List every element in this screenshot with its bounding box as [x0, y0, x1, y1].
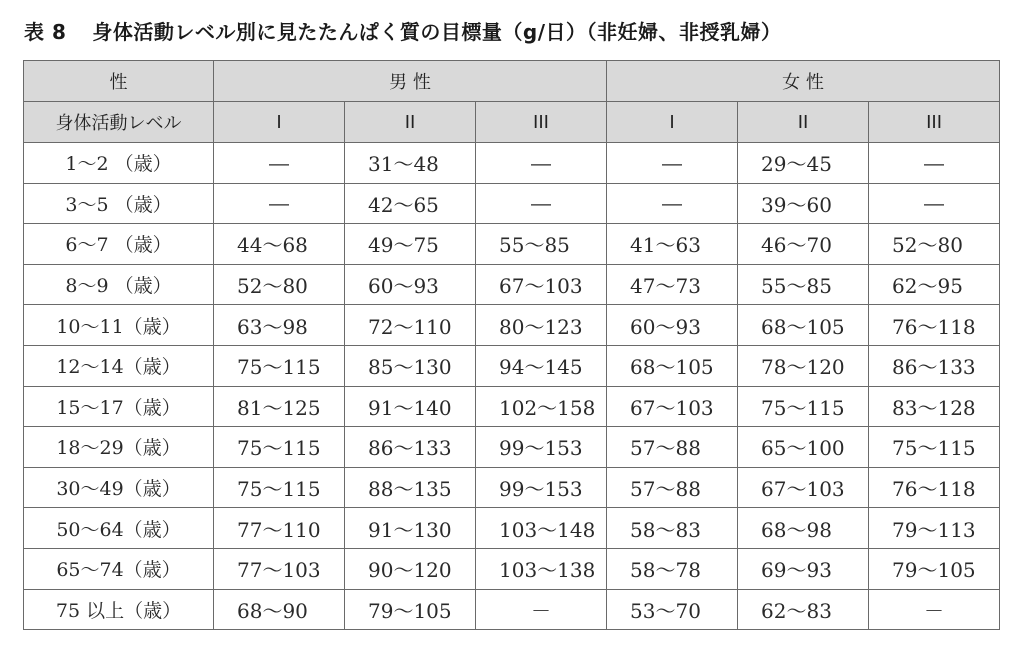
- value-cell: 91～130: [345, 508, 476, 549]
- table-row: [24, 264, 1000, 305]
- value-cell: 67～103: [738, 467, 869, 508]
- protein-target-table: [23, 60, 1000, 630]
- value-cell: 47～73: [607, 264, 738, 305]
- value-cell: ―: [214, 183, 345, 224]
- header-male-level-1: I: [214, 102, 345, 143]
- value-cell: 75～115: [869, 427, 1000, 468]
- table-row: [24, 143, 1000, 184]
- table-row: [24, 183, 1000, 224]
- table-row: [24, 345, 1000, 386]
- header-male-level-3: III: [476, 102, 607, 143]
- value-cell: 31～48: [345, 143, 476, 184]
- value-cell: 55～85: [738, 264, 869, 305]
- table-row: [24, 427, 1000, 468]
- value-cell: 76～118: [869, 305, 1000, 346]
- header-male: 男 性: [214, 61, 607, 102]
- value-cell: 91～140: [345, 386, 476, 427]
- header-sex: 性: [24, 61, 214, 102]
- value-cell: 58～78: [607, 548, 738, 589]
- age-group-cell: 12～14（歳）: [24, 345, 214, 386]
- value-cell: 99～153: [476, 427, 607, 468]
- table-row: [24, 224, 1000, 265]
- value-cell: 58～83: [607, 508, 738, 549]
- value-cell: 68～105: [738, 305, 869, 346]
- value-cell: 68～105: [607, 345, 738, 386]
- age-group-cell: 1～2 （歳）: [24, 143, 214, 184]
- age-group-cell: 30～49（歳）: [24, 467, 214, 508]
- value-cell: 41～63: [607, 224, 738, 265]
- value-cell: 81～125: [214, 386, 345, 427]
- value-cell: 55～85: [476, 224, 607, 265]
- value-cell: 78～120: [738, 345, 869, 386]
- value-cell: 79～113: [869, 508, 1000, 549]
- header-activity-level: 身体活動レベル: [24, 102, 214, 143]
- value-cell: －: [869, 589, 1000, 630]
- table-caption: 身体活動レベル別に見たたんぱく質の目標量（g/日）（非妊婦、非授乳婦）: [92, 20, 782, 44]
- value-cell: 62～95: [869, 264, 1000, 305]
- value-cell: ―: [214, 143, 345, 184]
- value-cell: 102～158: [476, 386, 607, 427]
- table-number: 表 8: [24, 20, 67, 44]
- age-group-cell: 10～11（歳）: [24, 305, 214, 346]
- value-cell: ―: [476, 183, 607, 224]
- value-cell: 103～138: [476, 548, 607, 589]
- value-cell: 44～68: [214, 224, 345, 265]
- value-cell: 79～105: [869, 548, 1000, 589]
- age-group-cell: 65～74（歳）: [24, 548, 214, 589]
- value-cell: 69～93: [738, 548, 869, 589]
- value-cell: ―: [607, 143, 738, 184]
- age-group-cell: 6～7 （歳）: [24, 224, 214, 265]
- value-cell: 39～60: [738, 183, 869, 224]
- value-cell: 75～115: [214, 345, 345, 386]
- value-cell: 29～45: [738, 143, 869, 184]
- value-cell: 79～105: [345, 589, 476, 630]
- value-cell: 57～88: [607, 467, 738, 508]
- header-row-sex: [24, 61, 1000, 102]
- value-cell: 53～70: [607, 589, 738, 630]
- age-group-cell: 75 以上（歳）: [24, 589, 214, 630]
- value-cell: 75～115: [214, 427, 345, 468]
- header-female-level-2: II: [738, 102, 869, 143]
- table-body: [24, 143, 1000, 630]
- value-cell: 57～88: [607, 427, 738, 468]
- value-cell: 75～115: [738, 386, 869, 427]
- value-cell: 65～100: [738, 427, 869, 468]
- table-row: [24, 548, 1000, 589]
- value-cell: 60～93: [607, 305, 738, 346]
- header-female-level-1: I: [607, 102, 738, 143]
- value-cell: 52～80: [214, 264, 345, 305]
- value-cell: 88～135: [345, 467, 476, 508]
- value-cell: 85～130: [345, 345, 476, 386]
- value-cell: 99～153: [476, 467, 607, 508]
- value-cell: ―: [607, 183, 738, 224]
- table-header: [24, 61, 1000, 143]
- value-cell: 86～133: [869, 345, 1000, 386]
- age-group-cell: 15～17（歳）: [24, 386, 214, 427]
- value-cell: 46～70: [738, 224, 869, 265]
- value-cell: 68～98: [738, 508, 869, 549]
- table-row: [24, 589, 1000, 630]
- table-row: [24, 467, 1000, 508]
- value-cell: 52～80: [869, 224, 1000, 265]
- value-cell: 67～103: [476, 264, 607, 305]
- value-cell: 77～110: [214, 508, 345, 549]
- header-male-level-2: II: [345, 102, 476, 143]
- table-row: [24, 305, 1000, 346]
- value-cell: ―: [476, 143, 607, 184]
- value-cell: 86～133: [345, 427, 476, 468]
- value-cell: 63～98: [214, 305, 345, 346]
- value-cell: 72～110: [345, 305, 476, 346]
- header-row-levels: [24, 102, 1000, 143]
- value-cell: 77～103: [214, 548, 345, 589]
- value-cell: 83～128: [869, 386, 1000, 427]
- value-cell: 80～123: [476, 305, 607, 346]
- table-row: [24, 508, 1000, 549]
- value-cell: 68～90: [214, 589, 345, 630]
- age-group-cell: 50～64（歳）: [24, 508, 214, 549]
- value-cell: 62～83: [738, 589, 869, 630]
- age-group-cell: 18～29（歳）: [24, 427, 214, 468]
- value-cell: 42～65: [345, 183, 476, 224]
- age-group-cell: 3～5 （歳）: [24, 183, 214, 224]
- header-female-level-3: III: [869, 102, 1000, 143]
- table-row: [24, 386, 1000, 427]
- table-title: [24, 14, 782, 50]
- value-cell: －: [476, 589, 607, 630]
- value-cell: 49～75: [345, 224, 476, 265]
- header-female: 女 性: [607, 61, 1000, 102]
- value-cell: 103～148: [476, 508, 607, 549]
- value-cell: ―: [869, 183, 1000, 224]
- value-cell: ―: [869, 143, 1000, 184]
- value-cell: 76～118: [869, 467, 1000, 508]
- value-cell: 60～93: [345, 264, 476, 305]
- value-cell: 94～145: [476, 345, 607, 386]
- value-cell: 75～115: [214, 467, 345, 508]
- value-cell: 67～103: [607, 386, 738, 427]
- value-cell: 90～120: [345, 548, 476, 589]
- age-group-cell: 8～9 （歳）: [24, 264, 214, 305]
